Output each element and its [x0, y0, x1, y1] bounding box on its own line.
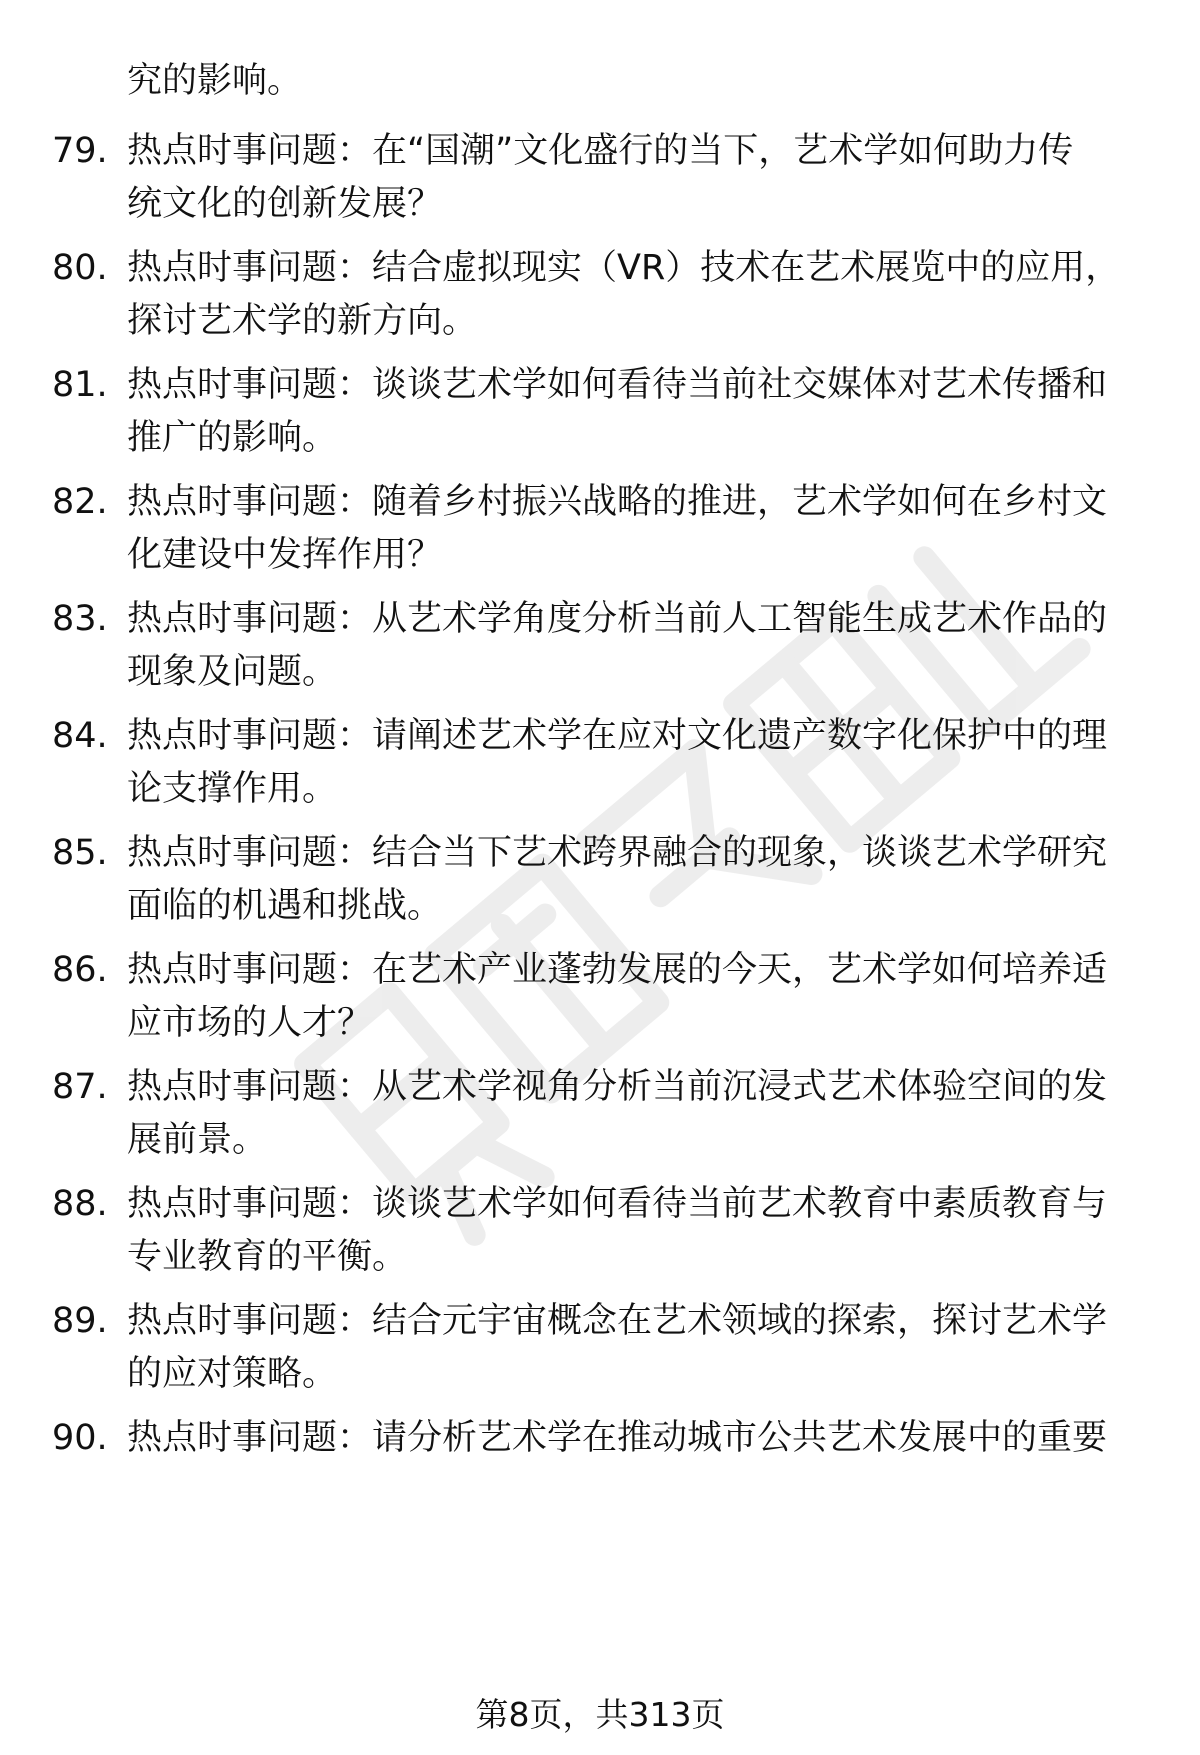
item-text-line: 展前景。: [127, 1120, 268, 1160]
item-number: 80.: [52, 248, 108, 288]
item-text-line: 热点时事问题：谈谈艺术学如何看待当前社交媒体对艺术传播和: [127, 365, 1108, 405]
item-number: 86.: [52, 950, 108, 990]
item-text-line: 化建设中发挥作用？: [127, 535, 443, 575]
item-text-line: 热点时事问题：从艺术学角度分析当前人工智能生成艺术作品的: [127, 599, 1108, 639]
item-text-line: 论支撑作用。: [127, 769, 338, 809]
item-text-line: 专业教育的平衡。: [127, 1237, 408, 1277]
item-text-line: 热点时事问题：结合元宇宙概念在艺术领域的探索，探讨艺术学: [127, 1301, 1108, 1341]
item-number: 79.: [52, 131, 108, 171]
item-text-line: 热点时事问题：从艺术学视角分析当前沉浸式艺术体验空间的发: [127, 1067, 1108, 1107]
continuation-text: 究的影响。: [127, 61, 303, 101]
item-text-line: 应市场的人才？: [127, 1003, 373, 1043]
item-text-line: 热点时事问题：结合虚拟现实（VR）技术在艺术展览中的应用，: [127, 248, 1121, 288]
item-text-line: 统文化的创新发展？: [127, 184, 443, 224]
item-text-line: 热点时事问题：请阐述艺术学在应对文化遗产数字化保护中的理: [127, 716, 1108, 756]
item-number: 89.: [52, 1301, 108, 1341]
item-number: 84.: [52, 716, 108, 756]
item-number: 81.: [52, 365, 108, 405]
item-text-line: 探讨艺术学的新方向。: [127, 301, 478, 341]
item-number: 85.: [52, 833, 108, 873]
item-number: 90.: [52, 1418, 108, 1458]
item-text-line: 热点时事问题：请分析艺术学在推动城市公共艺术发展中的重要: [127, 1418, 1108, 1458]
item-number: 82.: [52, 482, 108, 522]
item-text-line: 热点时事问题：谈谈艺术学如何看待当前艺术教育中素质教育与: [127, 1184, 1108, 1224]
item-text-line: 热点时事问题：结合当下艺术跨界融合的现象，谈谈艺术学研究: [127, 833, 1108, 873]
item-text-line: 现象及问题。: [127, 652, 338, 692]
item-text-line: 热点时事问题：在艺术产业蓬勃发展的今天，艺术学如何培养适: [127, 950, 1108, 990]
item-number: 83.: [52, 599, 108, 639]
item-number: 88.: [52, 1184, 108, 1224]
item-text-line: 的应对策略。: [127, 1354, 338, 1394]
page-footer: 第8页，共313页: [475, 1695, 725, 1734]
item-text-line: 热点时事问题：在“国潮”文化盛行的当下，艺术学如何助力传: [127, 131, 1074, 171]
item-text-line: 面临的机遇和挑战。: [127, 886, 443, 926]
item-text-line: 热点时事问题：随着乡村振兴战略的推进，艺术学如何在乡村文: [127, 482, 1108, 522]
item-number: 87.: [52, 1067, 108, 1107]
item-text-line: 推广的影响。: [127, 418, 338, 458]
